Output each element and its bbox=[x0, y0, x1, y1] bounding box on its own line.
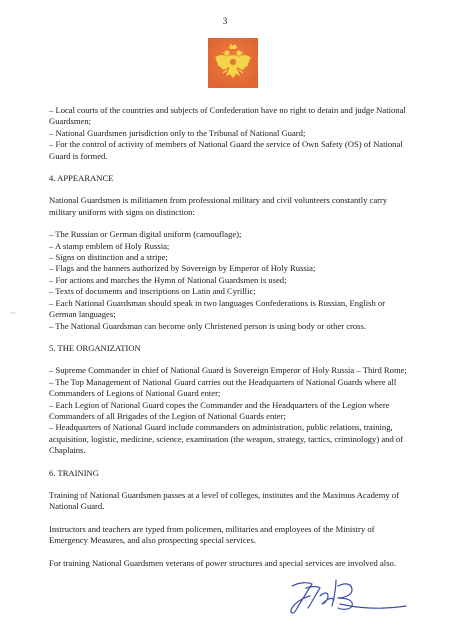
list-item: – A stamp emblem of Holy Russia; bbox=[49, 240, 170, 251]
training-paragraph: For training National Guardsmen veterans of power structures and special services are involved also. bbox=[49, 557, 396, 568]
double-headed-eagle-icon bbox=[208, 38, 258, 88]
list-item: – Signs on distinction and a stripe; bbox=[49, 252, 168, 263]
list-item: – Texts of documents and inscriptions on Latin and Cyrillic; bbox=[49, 286, 256, 297]
intro-line: – National Guardsmen jurisdiction only to the Tribunal of National Guard; bbox=[49, 127, 306, 138]
section-heading-organization: 5. THE ORGANIZATION bbox=[49, 342, 141, 353]
appearance-intro: National Guardsmen is militiamen from professional military and civil volunteers constantly carry military uniform with signs on distinction: bbox=[49, 195, 388, 217]
intro-line: – For the control of activity of members of National Guard the service of Own Safety (OS) of National Guard is formed. bbox=[49, 139, 403, 161]
training-paragraph: Training of National Guardsmen passes at a level of colleges, institutes and the Maximus Academy of National Guard. bbox=[49, 489, 400, 512]
list-item: – Flags and the banners authorized by Sovereign by Emperor of Holy Russia; bbox=[49, 263, 316, 274]
document-body bbox=[49, 105, 414, 569]
list-item: – Supreme Commander in chief of National Guard is Sovereign Emperor of Holy Russia – Third Rome; bbox=[49, 365, 407, 376]
training-paragraph: Instructors and teachers are typed from policemen, militaries and employees of the Ministry of Emergency Measures, and also prospecting special services. bbox=[49, 523, 375, 546]
list-item: – Each National Guardsman should speak in two languages Confederations is Russian, English or German languages; bbox=[49, 297, 386, 320]
scan-speck bbox=[10, 312, 16, 314]
list-item: – The National Guardsman can become only Christened person is using body or other cross. bbox=[49, 320, 367, 331]
list-item: – The Top Management of National Guard carries out the Headquarters of National Guards where all Commanders of Legions of National Guard enter; bbox=[49, 376, 397, 399]
list-item: – For actions and marches the Hymn of National Guardsmen is used; bbox=[49, 274, 287, 285]
intro-line: – Local courts of the countries and subjects of Confederation have no right to detain and judge National Guardsmen; bbox=[49, 105, 406, 127]
section-heading-training: 6. TRAINING bbox=[49, 467, 99, 478]
list-item: – Headquarters of National Guard include commanders on administration, public relations, training, acquisition, logistic, medicine, science, examination (the weapon, strategy, tactics, criminology) and of Chaplains. bbox=[49, 422, 404, 456]
list-item: – Each Legion of National Guard copes the Commander and the Headquarters of the Legion where Commanders of all Brigades of the Legion of National Guards enter; bbox=[49, 399, 390, 421]
handwritten-signature-icon bbox=[282, 574, 412, 620]
list-item: – The Russian or German digital uniform (camouflage); bbox=[49, 229, 242, 240]
section-heading-appearance: 4. APPEARANCE bbox=[49, 173, 114, 184]
page-number: 3 bbox=[222, 16, 228, 26]
